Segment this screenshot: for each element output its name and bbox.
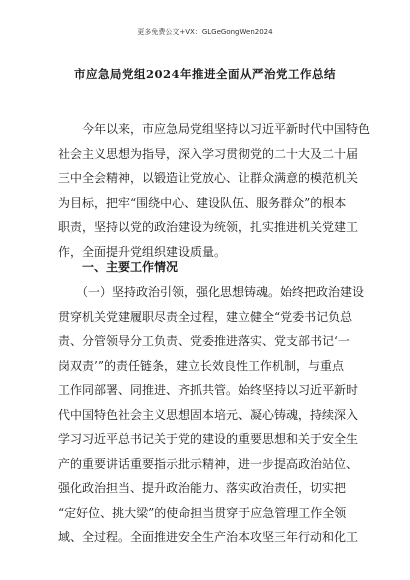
paragraph-line: “定好位、挑大梁”的使命担当贯穿于应急管理工作全领 (58, 505, 347, 520)
paragraph-line: 为目标，把牢“围绕中心、建设队伍、服务群众”的根本 (58, 195, 347, 210)
paragraph-line: 职责，坚持以党的政治建设为统领，扎实推进机关党建工 (58, 220, 359, 234)
intro-paragraph (58, 117, 371, 264)
paragraph-line: 社会主义思想为指导，深入学习贯彻党的二十大及二十届 (58, 146, 359, 161)
paragraph-line: 学习习近平总书记关于党的建设的重要思想和关于安全生 (58, 432, 359, 446)
section-paragraph (58, 280, 365, 550)
document-title: 市应急局党组2024年推进全面从严治党工作总结 (73, 67, 336, 81)
paragraph-line: 三中全会精神，以锻造让党放心、让群众满意的模范机关 (58, 171, 359, 185)
paragraph-line: 域、全过程。全面推进安全生产治本攻坚三年行动和化工 (58, 530, 359, 544)
paragraph-line: 贯穿机关党建履职尽责全过程，建立健全“党委书记负总 (58, 309, 353, 324)
paragraph-line: 强化政治担当、提升政治能力、落实政治责任，切实把 (58, 481, 347, 495)
paragraph-line: 作，全面提升党组织建设质量。 (58, 244, 227, 259)
section-heading: 一、主要工作情况 (58, 260, 179, 274)
header-note: 更多免费公文+VX：GLGeGongWen2024 (137, 28, 273, 36)
paragraph-line: 岗双责’”的责任链条，建立长效良性工作机制，与重点 (58, 358, 344, 373)
paragraph-line: 工作同部署、同推进、齐抓共管。始终坚持以习近平新时 (58, 383, 359, 397)
paragraph-line: 责、分管领导分工负责、党委推进落实、党支部书记‘一 (58, 334, 350, 348)
paragraph-line: 代中国特色社会主义思想固本培元、凝心铸魂，持续深入 (58, 407, 359, 422)
paragraph-line: （一）坚持政治引领，强化思想铸魂。始终把政治建设 (58, 285, 365, 299)
paragraph-line: 产的重要讲话重要指示批示精神，进一步提高政治站位、 (58, 456, 359, 471)
paragraph-line: 今年以来，市应急局党组坚持以习近平新时代中国特色 (58, 122, 371, 136)
